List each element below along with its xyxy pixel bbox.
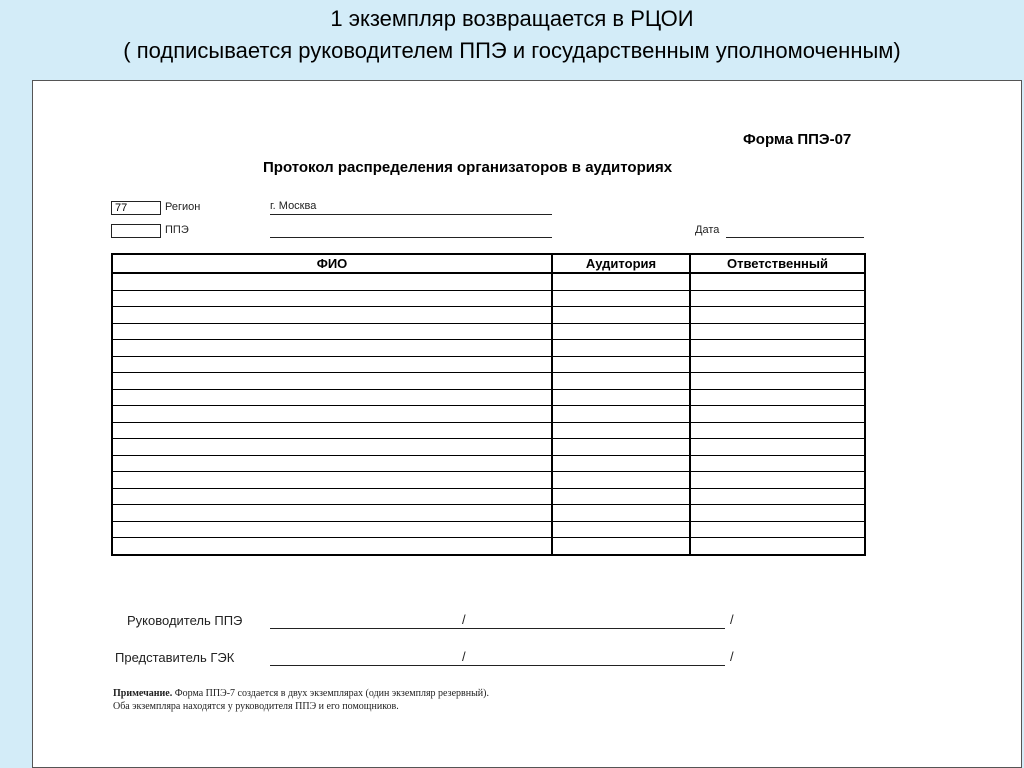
column-header-fio: ФИО bbox=[112, 254, 552, 273]
responsible-cell[interactable] bbox=[690, 340, 865, 357]
region-code-field[interactable]: 77 bbox=[111, 201, 161, 215]
head-signature-label: Руководитель ППЭ bbox=[127, 613, 243, 628]
ppe-label: ППЭ bbox=[165, 224, 189, 236]
date-label: Дата bbox=[695, 224, 720, 236]
fio-cell[interactable] bbox=[112, 538, 552, 555]
fio-cell[interactable] bbox=[112, 323, 552, 340]
room-cell[interactable] bbox=[552, 373, 690, 390]
room-cell[interactable] bbox=[552, 406, 690, 423]
room-cell[interactable] bbox=[552, 505, 690, 522]
head-slash-1: / bbox=[462, 612, 466, 627]
table-row bbox=[112, 273, 865, 290]
table-row bbox=[112, 356, 865, 373]
gek-slash-1: / bbox=[462, 649, 466, 664]
room-cell[interactable] bbox=[552, 273, 690, 290]
head-signature-line[interactable] bbox=[270, 613, 725, 629]
responsible-cell[interactable] bbox=[690, 455, 865, 472]
room-cell[interactable] bbox=[552, 488, 690, 505]
fio-cell[interactable] bbox=[112, 422, 552, 439]
responsible-cell[interactable] bbox=[690, 488, 865, 505]
room-cell[interactable] bbox=[552, 439, 690, 456]
fio-cell[interactable] bbox=[112, 356, 552, 373]
room-cell[interactable] bbox=[552, 389, 690, 406]
room-cell[interactable] bbox=[552, 472, 690, 489]
gek-signature-label: Представитель ГЭК bbox=[115, 650, 235, 665]
room-cell[interactable] bbox=[552, 538, 690, 555]
note-label: Примечание. bbox=[113, 688, 173, 699]
fio-cell[interactable] bbox=[112, 521, 552, 538]
form-note bbox=[113, 687, 489, 713]
fio-cell[interactable] bbox=[112, 406, 552, 423]
responsible-cell[interactable] bbox=[690, 422, 865, 439]
head-slash-2: / bbox=[730, 612, 734, 627]
note-text-1: Форма ППЭ-7 создается в двух экземплярах (один экземпляр резервный). bbox=[174, 688, 489, 699]
room-cell[interactable] bbox=[552, 340, 690, 357]
table-row bbox=[112, 538, 865, 555]
fio-cell[interactable] bbox=[112, 488, 552, 505]
table-row bbox=[112, 422, 865, 439]
note-line-1 bbox=[113, 687, 489, 700]
slide-title-line2: ( подписывается руководителем ППЭ и государственным уполномоченным) bbox=[123, 38, 901, 63]
table-row bbox=[112, 340, 865, 357]
room-cell[interactable] bbox=[552, 323, 690, 340]
responsible-cell[interactable] bbox=[690, 406, 865, 423]
responsible-cell[interactable] bbox=[690, 373, 865, 390]
ppe-name-field[interactable] bbox=[270, 223, 552, 238]
responsible-cell[interactable] bbox=[690, 505, 865, 522]
responsible-cell[interactable] bbox=[690, 307, 865, 324]
column-header-room: Аудитория bbox=[552, 254, 690, 273]
note-line-2: Оба экземпляра находятся у руководителя ППЭ и его помощников. bbox=[113, 701, 399, 712]
fio-cell[interactable] bbox=[112, 389, 552, 406]
fio-cell[interactable] bbox=[112, 455, 552, 472]
fio-cell[interactable] bbox=[112, 373, 552, 390]
date-field[interactable] bbox=[726, 223, 864, 238]
ppe-code-field[interactable] bbox=[111, 224, 161, 238]
table-row bbox=[112, 472, 865, 489]
table-row bbox=[112, 439, 865, 456]
fio-cell[interactable] bbox=[112, 439, 552, 456]
column-header-responsible: Ответственный bbox=[690, 254, 865, 273]
form-sheet bbox=[32, 80, 1022, 768]
gek-signature-line[interactable] bbox=[270, 650, 725, 666]
fio-cell[interactable] bbox=[112, 290, 552, 307]
table-body bbox=[112, 273, 865, 555]
responsible-cell[interactable] bbox=[690, 472, 865, 489]
room-cell[interactable] bbox=[552, 290, 690, 307]
fio-cell[interactable] bbox=[112, 273, 552, 290]
fio-cell[interactable] bbox=[112, 505, 552, 522]
table-row bbox=[112, 389, 865, 406]
table-row bbox=[112, 406, 865, 423]
responsible-cell[interactable] bbox=[690, 389, 865, 406]
responsible-cell[interactable] bbox=[690, 521, 865, 538]
region-value: г. Москва bbox=[270, 200, 317, 212]
region-label: Регион bbox=[165, 201, 201, 213]
table-row bbox=[112, 521, 865, 538]
responsible-cell[interactable] bbox=[690, 538, 865, 555]
region-value-field[interactable] bbox=[270, 200, 552, 215]
room-cell[interactable] bbox=[552, 307, 690, 324]
responsible-cell[interactable] bbox=[690, 273, 865, 290]
fio-cell[interactable] bbox=[112, 472, 552, 489]
table-row bbox=[112, 307, 865, 324]
fio-cell[interactable] bbox=[112, 307, 552, 324]
gek-slash-2: / bbox=[730, 649, 734, 664]
table-row bbox=[112, 290, 865, 307]
responsible-cell[interactable] bbox=[690, 290, 865, 307]
room-cell[interactable] bbox=[552, 455, 690, 472]
room-cell[interactable] bbox=[552, 521, 690, 538]
slide-title-line1: 1 экземпляр возвращается в РЦОИ bbox=[330, 6, 694, 31]
table-row bbox=[112, 373, 865, 390]
table-row bbox=[112, 323, 865, 340]
responsible-cell[interactable] bbox=[690, 439, 865, 456]
room-cell[interactable] bbox=[552, 356, 690, 373]
room-cell[interactable] bbox=[552, 422, 690, 439]
table-row bbox=[112, 455, 865, 472]
organizers-table bbox=[111, 253, 866, 556]
responsible-cell[interactable] bbox=[690, 356, 865, 373]
form-number: Форма ППЭ-07 bbox=[743, 131, 852, 148]
table-row bbox=[112, 488, 865, 505]
table-row bbox=[112, 505, 865, 522]
form-title: Протокол распределения организаторов в аудиториях bbox=[263, 159, 673, 176]
responsible-cell[interactable] bbox=[690, 323, 865, 340]
fio-cell[interactable] bbox=[112, 340, 552, 357]
